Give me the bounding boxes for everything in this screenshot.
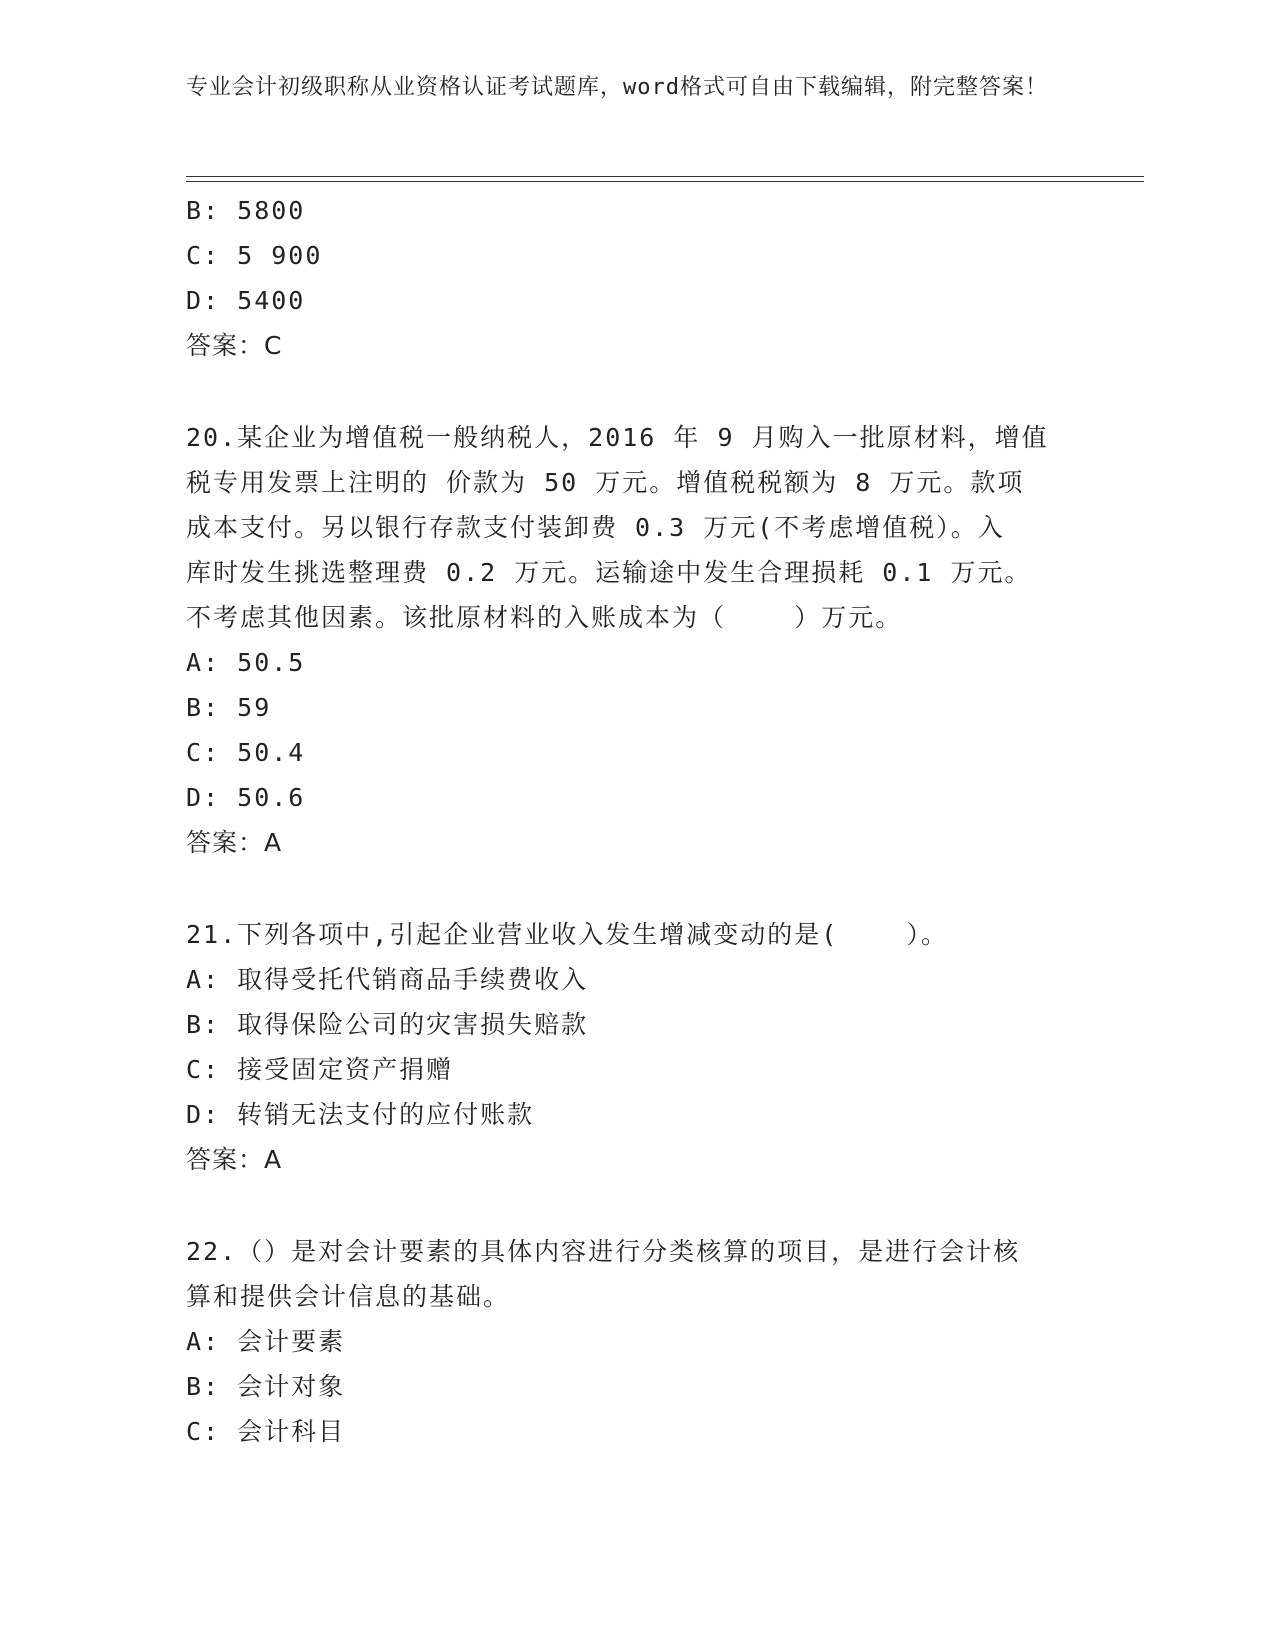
option-c: C: 接受固定资产捐赠 xyxy=(186,1055,454,1084)
question-list xyxy=(186,188,1086,1454)
question-20 xyxy=(186,415,1086,865)
question-text-line: 不考虑其他因素。该批原材料的入账成本为（ ）万元。 xyxy=(186,603,903,632)
option-a: A: 取得受托代销商品手续费收入 xyxy=(186,965,589,994)
option-c: C: 会计科目 xyxy=(186,1417,346,1446)
option-a: A: 50.5 xyxy=(186,648,306,677)
answer-line: 答案：A xyxy=(186,828,283,857)
option-c: C: 50.4 xyxy=(186,738,306,767)
question-text-line: 成本支付。另以银行存款支付装卸费 0.3 万元(不考虑增值税）。入 xyxy=(186,513,1005,542)
option-d: D: 5400 xyxy=(186,286,306,315)
question-22 xyxy=(186,1229,1086,1454)
option-c: C: 5 900 xyxy=(186,241,323,270)
spacer xyxy=(186,368,1086,415)
header-divider-bottom xyxy=(186,181,1144,182)
question-21 xyxy=(186,912,1086,1182)
answer-line: 答案：C xyxy=(186,331,283,360)
option-b: B: 会计对象 xyxy=(186,1372,346,1401)
question-19-tail xyxy=(186,188,1086,368)
option-a: A: 会计要素 xyxy=(186,1327,346,1356)
option-d: D: 转销无法支付的应付账款 xyxy=(186,1100,535,1129)
header-divider-top xyxy=(186,176,1144,177)
answer-line: 答案：A xyxy=(186,1145,283,1174)
question-text-line: 税专用发票上注明的 价款为 50 万元。增值税税额为 8 万元。款项 xyxy=(186,468,1025,497)
question-text-line: 算和提供会计信息的基础。 xyxy=(186,1282,511,1311)
question-text-line: 21.下列各项中,引起企业营业收入发生增减变动的是( ）。 xyxy=(186,920,948,949)
question-text-line: 20.某企业为增值税一般纳税人，2016 年 9 月购入一批原材料，增值 xyxy=(186,423,1049,452)
option-b: B: 取得保险公司的灾害损失赔款 xyxy=(186,1010,589,1039)
option-b: B: 59 xyxy=(186,693,272,722)
spacer xyxy=(186,865,1086,912)
option-d: D: 50.6 xyxy=(186,783,306,812)
option-b: B: 5800 xyxy=(186,196,306,225)
spacer xyxy=(186,1182,1086,1229)
question-text-line: 22.（）是对会计要素的具体内容进行分类核算的项目，是进行会计核 xyxy=(186,1237,1021,1266)
question-text-line: 库时发生挑选整理费 0.2 万元。运输途中发生合理损耗 0.1 万元。 xyxy=(186,558,1032,587)
page-header: 专业会计初级职称从业资格认证考试题库，word格式可自由下载编辑，附完整答案！ xyxy=(186,75,1048,100)
